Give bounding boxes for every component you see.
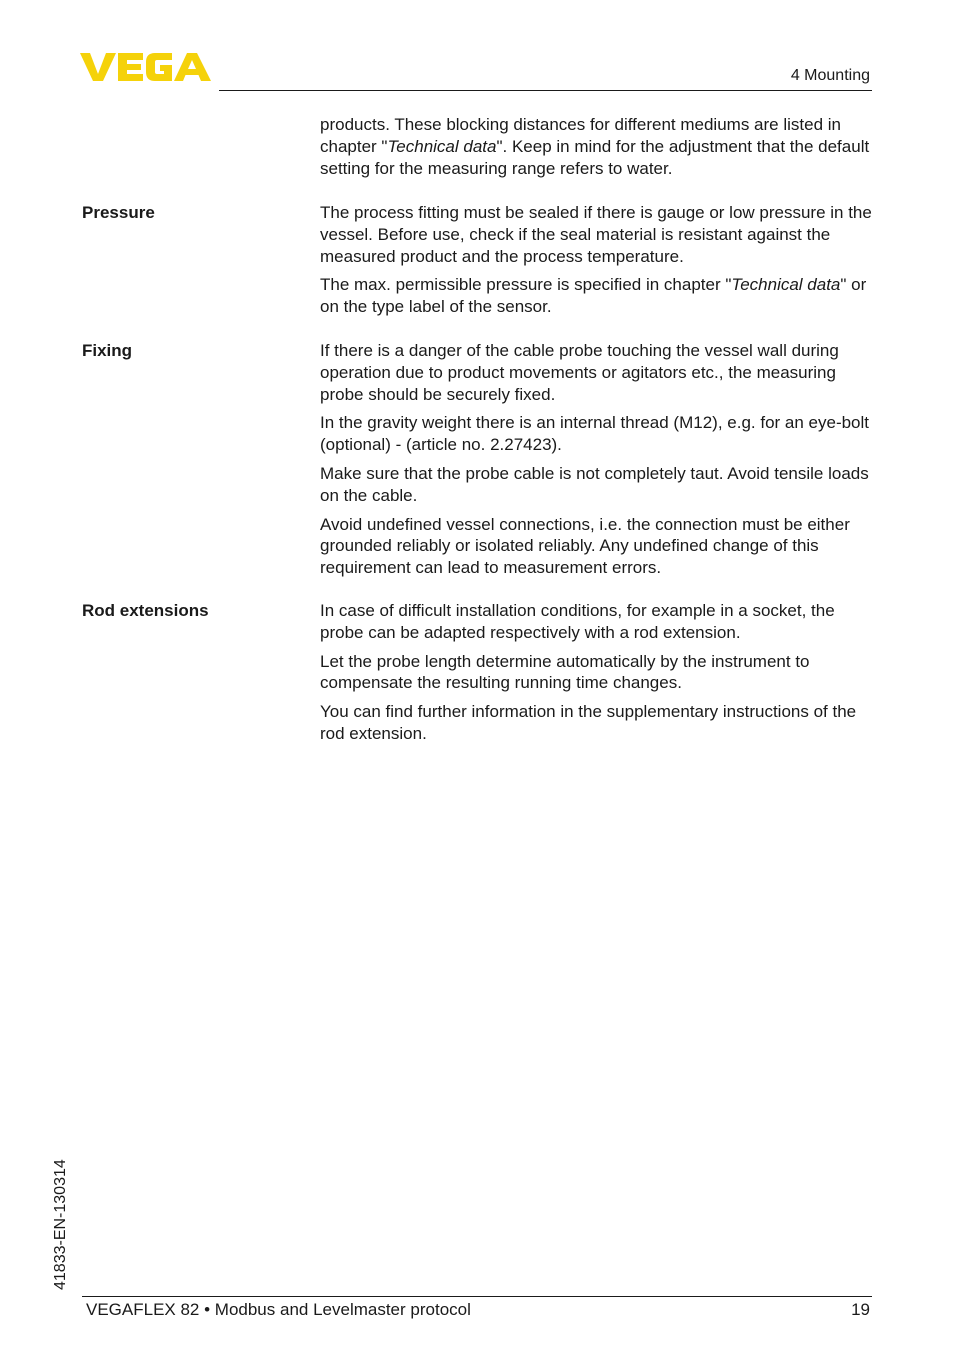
footer-rule bbox=[82, 1296, 872, 1297]
chapter-heading: 4 Mounting bbox=[790, 67, 870, 84]
paragraph: If there is a danger of the cable probe touching the vessel wall during operation due to product movements or agitators etc., the measuring probe should be securely fixed. bbox=[320, 341, 839, 404]
paragraph: Make sure that the probe cable is not completely taut. Avoid tensile loads on the cable. bbox=[320, 463, 869, 505]
section-label: Pressure bbox=[82, 203, 155, 222]
section-label: Rod extensions bbox=[82, 601, 209, 620]
page-number: 19 bbox=[851, 1300, 870, 1319]
document-id: 41833-EN-130314 bbox=[52, 1159, 69, 1290]
paragraph: Let the probe length determine automatically by the instrument to compensate the resulting running time changes. bbox=[320, 651, 810, 693]
header-rule bbox=[219, 90, 872, 91]
section-body bbox=[320, 340, 872, 586]
section-body bbox=[320, 600, 872, 752]
paragraph: In the gravity weight there is an internal thread (M12), e.g. for an eye-bolt (optional) - (article no. 2.27423). bbox=[320, 413, 870, 455]
section-body bbox=[320, 114, 872, 186]
paragraph: The process fitting must be sealed if there is gauge or low pressure in the vessel. Before use, check if the seal material is resistant against the measured product and the process temperature. bbox=[320, 203, 872, 266]
section-body bbox=[320, 202, 872, 325]
footer-title: VEGAFLEX 82 • Modbus and Levelmaster protocol bbox=[86, 1300, 471, 1319]
paragraph: products. These blocking distances for different mediums are listed in chapter "Technical data". Keep in mind for the adjustment that the default setting for the measuring range refers to water. bbox=[320, 115, 870, 178]
section-label: Fixing bbox=[82, 341, 133, 360]
vega-logo-graphic bbox=[80, 50, 212, 84]
vega-logo bbox=[80, 50, 212, 84]
paragraph: You can find further information in the supplementary instructions of the rod extension. bbox=[320, 702, 857, 743]
paragraph: Avoid undefined vessel connections, i.e. the connection must be either grounded reliably or isolated reliably. Any undefined change of this requirement can lead to measurement errors. bbox=[320, 514, 850, 578]
paragraph: In case of difficult installation conditions, for example in a socket, the probe can be adapted respectively with a rod extension. bbox=[320, 601, 835, 642]
paragraph: The max. permissible pressure is specified in chapter "Technical data" or on the type label of the sensor. bbox=[320, 275, 867, 317]
